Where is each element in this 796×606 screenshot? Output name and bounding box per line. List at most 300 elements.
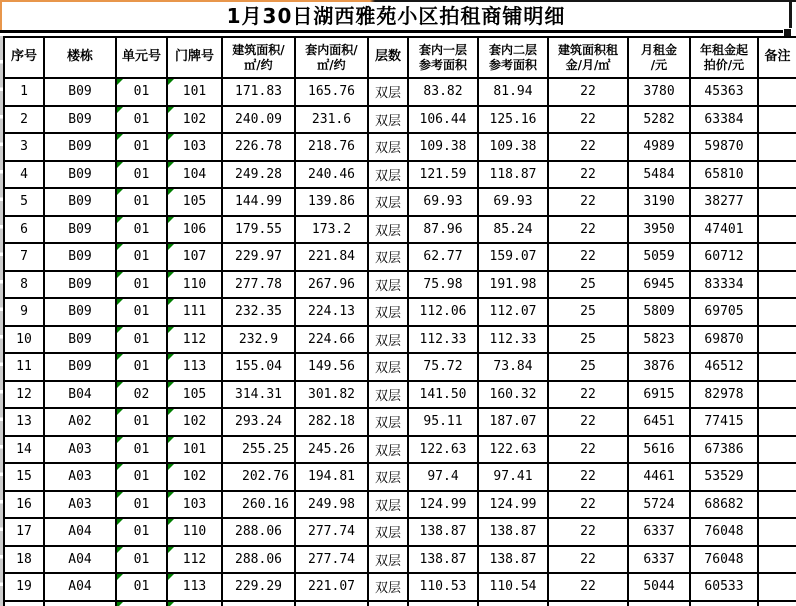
table-cell[interactable]: 301.82 (295, 381, 368, 409)
error-triangle-icon (117, 327, 123, 333)
table-cell[interactable]: 240.46 (295, 161, 368, 189)
table-cell[interactable]: 60712 (690, 243, 758, 271)
table-cell[interactable]: A03 (44, 463, 116, 491)
table-cell[interactable]: 260.16 (222, 491, 295, 519)
table-cell[interactable]: 221.07 (295, 573, 368, 601)
table-cell[interactable]: 10 (4, 326, 44, 354)
table-cell[interactable]: 110.53 (408, 573, 478, 601)
error-triangle-icon (117, 547, 123, 553)
table-cell[interactable]: 112.06 (408, 298, 478, 326)
table-cell[interactable]: 97.41 (478, 463, 548, 491)
table-cell[interactable]: 122.63 (408, 436, 478, 464)
table-cell[interactable]: 288.06 (222, 518, 295, 546)
table-cell[interactable]: 双层 (368, 436, 408, 464)
table-cell[interactable]: 15 (4, 463, 44, 491)
table-cell[interactable]: 5809 (628, 298, 690, 326)
table-cell[interactable]: 双层 (368, 408, 408, 436)
table-cell[interactable]: 22 (548, 546, 628, 574)
table-cell[interactable]: 双层 (368, 463, 408, 491)
column-header-10[interactable]: 月租金 /元 (628, 37, 690, 78)
table-cell[interactable] (478, 601, 548, 606)
table-cell[interactable]: 69.93 (478, 188, 548, 216)
table-cell[interactable]: 双层 (368, 133, 408, 161)
table-cell[interactable]: 173.2 (295, 216, 368, 244)
error-triangle-icon (117, 464, 123, 470)
table-cell[interactable]: 159.07 (478, 243, 548, 271)
table-cell[interactable]: 107 (167, 243, 222, 271)
table-cell[interactable]: 111 (167, 298, 222, 326)
column-header-9[interactable]: 建筑面积租 金/月/㎡ (548, 37, 628, 78)
table-cell[interactable]: 双层 (368, 326, 408, 354)
sheet-title[interactable]: 1月30日湖西雅苑小区拍租商铺明细 (226, 4, 566, 28)
table-cell[interactable] (44, 601, 116, 606)
table-cell[interactable]: 19 (4, 573, 44, 601)
table-cell[interactable]: 95.11 (408, 408, 478, 436)
table-cell[interactable]: 双层 (368, 78, 408, 106)
table-row (4, 216, 796, 244)
table-cell[interactable]: 01 (116, 463, 167, 491)
table-cell[interactable]: 106.44 (408, 106, 478, 134)
table-cell[interactable]: 16 (4, 491, 44, 519)
table-cell[interactable]: 224.66 (295, 326, 368, 354)
table-cell[interactable]: 5616 (628, 436, 690, 464)
table-cell[interactable]: 97.4 (408, 463, 478, 491)
table-cell[interactable]: 105 (167, 188, 222, 216)
column-header-8[interactable]: 套内二层 参考面积 (478, 37, 548, 78)
error-triangle-icon (168, 134, 174, 140)
column-header-12[interactable]: 备注 (758, 37, 796, 78)
table-cell[interactable] (758, 271, 796, 299)
table-cell[interactable]: 109.38 (408, 133, 478, 161)
table-cell[interactable]: B09 (44, 106, 116, 134)
table-cell[interactable]: 双层 (368, 188, 408, 216)
table-cell[interactable] (295, 601, 368, 606)
table-cell[interactable]: 01 (116, 188, 167, 216)
table-cell[interactable]: 双层 (368, 243, 408, 271)
table-cell[interactable]: 22 (548, 106, 628, 134)
table-cell[interactable]: 112 (167, 326, 222, 354)
table-cell[interactable]: B04 (44, 381, 116, 409)
error-triangle-icon (117, 134, 123, 140)
table-cell[interactable]: 6 (4, 216, 44, 244)
table-cell[interactable]: 224.13 (295, 298, 368, 326)
table-cell[interactable]: 87.96 (408, 216, 478, 244)
table-row (4, 381, 796, 409)
table-cell[interactable]: 138.87 (408, 546, 478, 574)
table-cell[interactable]: 5059 (628, 243, 690, 271)
table-cell[interactable]: 4 (4, 161, 44, 189)
table-cell[interactable]: 01 (116, 573, 167, 601)
table-cell[interactable]: 240.09 (222, 106, 295, 134)
table-cell[interactable]: 144.99 (222, 188, 295, 216)
table-cell[interactable] (758, 436, 796, 464)
table-cell[interactable]: 112 (167, 546, 222, 574)
table-cell[interactable]: 232.9 (222, 326, 295, 354)
error-triangle-icon (168, 382, 174, 388)
table-cell[interactable]: B09 (44, 133, 116, 161)
table-cell[interactable]: 191.98 (478, 271, 548, 299)
table-cell[interactable]: 83334 (690, 271, 758, 299)
error-triangle-icon (117, 217, 123, 223)
table-cell[interactable]: 194.81 (295, 463, 368, 491)
table-cell[interactable]: 22 (548, 381, 628, 409)
table-cell[interactable]: 68682 (690, 491, 758, 519)
table-cell[interactable]: 6451 (628, 408, 690, 436)
table-cell[interactable]: 124.99 (408, 491, 478, 519)
table-cell[interactable]: 01 (116, 491, 167, 519)
table-cell[interactable]: 53529 (690, 463, 758, 491)
table-cell[interactable]: B09 (44, 353, 116, 381)
table-cell[interactable]: 22 (548, 78, 628, 106)
table-cell[interactable]: 17 (4, 518, 44, 546)
table-cell[interactable]: 155.04 (222, 353, 295, 381)
table-cell[interactable]: 109.38 (478, 133, 548, 161)
table-cell[interactable]: B09 (44, 161, 116, 189)
table-cell[interactable]: 8 (4, 271, 44, 299)
table-cell[interactable]: 双层 (368, 546, 408, 574)
table-cell[interactable] (758, 188, 796, 216)
table-cell[interactable]: 22 (548, 408, 628, 436)
table-cell[interactable]: 106 (167, 216, 222, 244)
table-cell[interactable]: A04 (44, 518, 116, 546)
table-cell[interactable]: 25 (548, 326, 628, 354)
table-cell[interactable]: 3 (4, 133, 44, 161)
table-cell[interactable]: 1 (4, 78, 44, 106)
table-cell[interactable]: 01 (116, 271, 167, 299)
table-cell[interactable]: 22 (548, 188, 628, 216)
table-cell[interactable]: 5 (4, 188, 44, 216)
table-cell[interactable] (758, 106, 796, 134)
table-cell[interactable]: 01 (116, 106, 167, 134)
table-cell[interactable]: 277.74 (295, 518, 368, 546)
table-cell[interactable]: 45363 (690, 78, 758, 106)
table-cell[interactable]: 01 (116, 161, 167, 189)
column-header-2[interactable]: 单元号 (116, 37, 167, 78)
header-row (4, 37, 796, 78)
table-cell[interactable] (758, 546, 796, 574)
table-cell[interactable]: 221.84 (295, 243, 368, 271)
table-cell[interactable]: 288.06 (222, 546, 295, 574)
table-cell[interactable]: 138.87 (408, 518, 478, 546)
table-cell[interactable] (758, 408, 796, 436)
table-cell[interactable]: A04 (44, 573, 116, 601)
table-cell[interactable]: 6915 (628, 381, 690, 409)
table-cell[interactable]: 6337 (628, 518, 690, 546)
table-cell[interactable]: 81.94 (478, 78, 548, 106)
table-cell[interactable]: 双层 (368, 353, 408, 381)
table-cell[interactable] (4, 601, 44, 606)
table-cell[interactable]: B09 (44, 216, 116, 244)
table-cell[interactable]: 85.24 (478, 216, 548, 244)
table-cell[interactable]: 01 (116, 133, 167, 161)
table-cell[interactable]: 293.24 (222, 408, 295, 436)
table-cell[interactable] (368, 601, 408, 606)
table-cell[interactable]: 01 (116, 243, 167, 271)
table-cell[interactable] (690, 601, 758, 606)
column-header-7[interactable]: 套内一层 参考面积 (408, 37, 478, 78)
table-cell[interactable]: 165.76 (295, 78, 368, 106)
table-cell[interactable] (758, 133, 796, 161)
table-cell[interactable]: A03 (44, 491, 116, 519)
table-cell[interactable]: 110 (167, 518, 222, 546)
table-cell[interactable]: 171.83 (222, 78, 295, 106)
table-row (4, 78, 796, 106)
table-cell[interactable]: 63384 (690, 106, 758, 134)
table-cell[interactable]: 67386 (690, 436, 758, 464)
table-cell[interactable]: 179.55 (222, 216, 295, 244)
table-cell[interactable]: 255.25 (222, 436, 295, 464)
column-header-5[interactable]: 套内面积/ ㎡/约 (295, 37, 368, 78)
table-cell[interactable]: A04 (44, 546, 116, 574)
table-cell[interactable]: 9 (4, 298, 44, 326)
table-cell[interactable]: 22 (548, 436, 628, 464)
table-cell[interactable]: 75.72 (408, 353, 478, 381)
table-cell[interactable] (758, 381, 796, 409)
table-cell[interactable]: 5044 (628, 573, 690, 601)
table-cell[interactable]: B09 (44, 188, 116, 216)
error-triangle-icon (117, 162, 123, 168)
table-cell[interactable]: 11 (4, 353, 44, 381)
table-cell[interactable] (758, 78, 796, 106)
table-cell[interactable]: 3190 (628, 188, 690, 216)
table-cell[interactable] (758, 326, 796, 354)
table-cell[interactable]: 110.54 (478, 573, 548, 601)
table-cell[interactable]: 69705 (690, 298, 758, 326)
table-cell[interactable]: 双层 (368, 216, 408, 244)
table-cell[interactable]: 113 (167, 573, 222, 601)
table-cell[interactable]: 226.78 (222, 133, 295, 161)
table-cell[interactable] (758, 161, 796, 189)
table-cell[interactable]: 22 (548, 518, 628, 546)
table-cell[interactable]: 47401 (690, 216, 758, 244)
column-header-1[interactable]: 楼栋 (44, 37, 116, 78)
table-cell[interactable] (758, 298, 796, 326)
table-cell[interactable]: B09 (44, 298, 116, 326)
table-cell[interactable]: 22 (548, 573, 628, 601)
table-cell[interactable]: 双层 (368, 491, 408, 519)
error-triangle-icon (168, 354, 174, 360)
error-triangle-icon (168, 519, 174, 525)
table-cell[interactable]: 232.35 (222, 298, 295, 326)
table-cell[interactable]: 01 (116, 353, 167, 381)
table-cell[interactable]: 2 (4, 106, 44, 134)
table-cell[interactable]: 229.97 (222, 243, 295, 271)
table-cell[interactable]: 245.26 (295, 436, 368, 464)
table-cell[interactable] (758, 518, 796, 546)
table-cell[interactable]: 229.29 (222, 573, 295, 601)
table-cell[interactable]: 149.56 (295, 353, 368, 381)
table-cell[interactable]: 138.87 (478, 518, 548, 546)
table-cell[interactable]: 218.76 (295, 133, 368, 161)
table-cell[interactable]: 6945 (628, 271, 690, 299)
table-cell[interactable]: 01 (116, 298, 167, 326)
title-selection-right-border (789, 0, 792, 31)
table-cell[interactable]: 双层 (368, 298, 408, 326)
table-cell[interactable]: 12 (4, 381, 44, 409)
table-cell[interactable]: 113 (167, 353, 222, 381)
table-cell[interactable]: 82978 (690, 381, 758, 409)
table-cell[interactable]: 14 (4, 436, 44, 464)
table-cell[interactable]: 22 (548, 216, 628, 244)
table-cell[interactable]: 46512 (690, 353, 758, 381)
table-cell[interactable]: A03 (44, 436, 116, 464)
table-cell[interactable]: 01 (116, 78, 167, 106)
table-cell[interactable]: 22 (548, 463, 628, 491)
error-triangle-icon (117, 382, 123, 388)
table-cell[interactable]: B09 (44, 243, 116, 271)
table-cell[interactable]: 112.33 (408, 326, 478, 354)
table-cell[interactable]: 102 (167, 463, 222, 491)
table-cell[interactable]: 102 (167, 408, 222, 436)
table-cell[interactable]: 22 (548, 133, 628, 161)
table-cell[interactable]: 69870 (690, 326, 758, 354)
table-cell[interactable]: 231.6 (295, 106, 368, 134)
table-cell[interactable]: 110 (167, 271, 222, 299)
table-cell[interactable]: 18 (4, 546, 44, 574)
table-cell[interactable]: 60533 (690, 573, 758, 601)
table-cell[interactable]: 112.07 (478, 298, 548, 326)
table-cell[interactable]: 202.76 (222, 463, 295, 491)
table-cell[interactable]: 双层 (368, 518, 408, 546)
table-cell[interactable]: 277.78 (222, 271, 295, 299)
table-cell[interactable] (116, 601, 167, 606)
table-cell[interactable]: 双层 (368, 271, 408, 299)
table-cell[interactable] (167, 601, 222, 606)
table-cell[interactable]: 双层 (368, 161, 408, 189)
error-triangle-icon (168, 162, 174, 168)
table-cell[interactable]: 314.31 (222, 381, 295, 409)
table-cell[interactable]: 277.74 (295, 546, 368, 574)
table-cell[interactable]: 6337 (628, 546, 690, 574)
table-cell[interactable]: 122.63 (478, 436, 548, 464)
table-cell[interactable]: B09 (44, 271, 116, 299)
column-header-6[interactable]: 层数 (368, 37, 408, 78)
table-cell[interactable] (758, 491, 796, 519)
table-cell[interactable]: 25 (548, 271, 628, 299)
table-cell[interactable]: 139.86 (295, 188, 368, 216)
table-cell[interactable]: 124.99 (478, 491, 548, 519)
table-cell[interactable]: 282.18 (295, 408, 368, 436)
table-cell[interactable]: 双层 (368, 106, 408, 134)
table-cell[interactable]: 101 (167, 436, 222, 464)
column-header-4[interactable]: 建筑面积/ ㎡/约 (222, 37, 295, 78)
table-cell[interactable]: A02 (44, 408, 116, 436)
table-cell[interactable]: 138.87 (478, 546, 548, 574)
table-cell[interactable]: 76048 (690, 546, 758, 574)
error-triangle-icon (168, 272, 174, 278)
table-cell[interactable]: 103 (167, 133, 222, 161)
table-cell[interactable]: 102 (167, 106, 222, 134)
table-cell[interactable]: 01 (116, 216, 167, 244)
table-cell[interactable]: 双层 (368, 573, 408, 601)
table-row (4, 546, 796, 574)
table-cell[interactable]: 5724 (628, 491, 690, 519)
table-cell[interactable] (758, 601, 796, 606)
table-cell[interactable] (548, 601, 628, 606)
table-cell[interactable]: 112.33 (478, 326, 548, 354)
table-cell[interactable]: 77415 (690, 408, 758, 436)
table-cell[interactable]: 65810 (690, 161, 758, 189)
table-cell[interactable] (758, 353, 796, 381)
table-cell[interactable]: 76048 (690, 518, 758, 546)
table-cell[interactable]: 73.84 (478, 353, 548, 381)
table-row (4, 353, 796, 381)
table-cell[interactable]: 22 (548, 161, 628, 189)
table-cell[interactable]: 25 (548, 298, 628, 326)
error-triangle-icon (168, 492, 174, 498)
window-top-edge (0, 0, 796, 2)
table-cell[interactable]: 101 (167, 78, 222, 106)
table-row (4, 106, 796, 134)
table-cell[interactable]: 104 (167, 161, 222, 189)
table-cell[interactable] (758, 573, 796, 601)
column-header-3[interactable]: 门牌号 (167, 37, 222, 78)
error-triangle-icon (117, 492, 123, 498)
table-cell[interactable]: 25 (548, 353, 628, 381)
table-cell[interactable]: 01 (116, 518, 167, 546)
table-cell[interactable]: 13 (4, 408, 44, 436)
table-cell[interactable]: 105 (167, 381, 222, 409)
table-row (4, 491, 796, 519)
table-cell[interactable]: 4461 (628, 463, 690, 491)
table-cell[interactable]: 5282 (628, 106, 690, 134)
table-cell[interactable]: 249.28 (222, 161, 295, 189)
table-cell[interactable]: 121.59 (408, 161, 478, 189)
table-cell[interactable]: 22 (548, 491, 628, 519)
table-cell[interactable]: 01 (116, 546, 167, 574)
table-cell[interactable] (628, 601, 690, 606)
table-cell[interactable]: B09 (44, 326, 116, 354)
column-header-0[interactable]: 序号 (4, 37, 44, 78)
table-cell[interactable] (408, 601, 478, 606)
table-cell[interactable]: 187.07 (478, 408, 548, 436)
table-cell[interactable]: 83.82 (408, 78, 478, 106)
table-cell[interactable] (758, 216, 796, 244)
table-cell[interactable]: 267.96 (295, 271, 368, 299)
table-cell[interactable] (758, 463, 796, 491)
table-cell[interactable]: 01 (116, 408, 167, 436)
table-cell[interactable]: 118.87 (478, 161, 548, 189)
table-cell[interactable]: 4989 (628, 133, 690, 161)
table-cell[interactable]: 75.98 (408, 271, 478, 299)
column-header-11[interactable]: 年租金起 拍价/元 (690, 37, 758, 78)
table-cell[interactable]: 3876 (628, 353, 690, 381)
table-cell[interactable]: 02 (116, 381, 167, 409)
table-cell[interactable]: 7 (4, 243, 44, 271)
table-cell[interactable]: 141.50 (408, 381, 478, 409)
table-cell[interactable]: 59870 (690, 133, 758, 161)
table-cell[interactable]: 3780 (628, 78, 690, 106)
table-cell[interactable]: 103 (167, 491, 222, 519)
table-cell[interactable]: 249.98 (295, 491, 368, 519)
table-cell[interactable]: 62.77 (408, 243, 478, 271)
table-cell[interactable]: 双层 (368, 381, 408, 409)
table-cell[interactable]: 01 (116, 326, 167, 354)
table-cell[interactable]: 22 (548, 243, 628, 271)
table-row (4, 408, 796, 436)
table-cell[interactable] (758, 243, 796, 271)
table-cell[interactable]: 69.93 (408, 188, 478, 216)
table-cell[interactable]: 160.32 (478, 381, 548, 409)
table-cell[interactable]: B09 (44, 78, 116, 106)
table-cell[interactable]: 5823 (628, 326, 690, 354)
table-cell[interactable]: 38277 (690, 188, 758, 216)
table-cell[interactable]: 01 (116, 436, 167, 464)
table-cell[interactable] (222, 601, 295, 606)
table-cell[interactable]: 5484 (628, 161, 690, 189)
table-cell[interactable]: 3950 (628, 216, 690, 244)
table-cell[interactable]: 125.16 (478, 106, 548, 134)
